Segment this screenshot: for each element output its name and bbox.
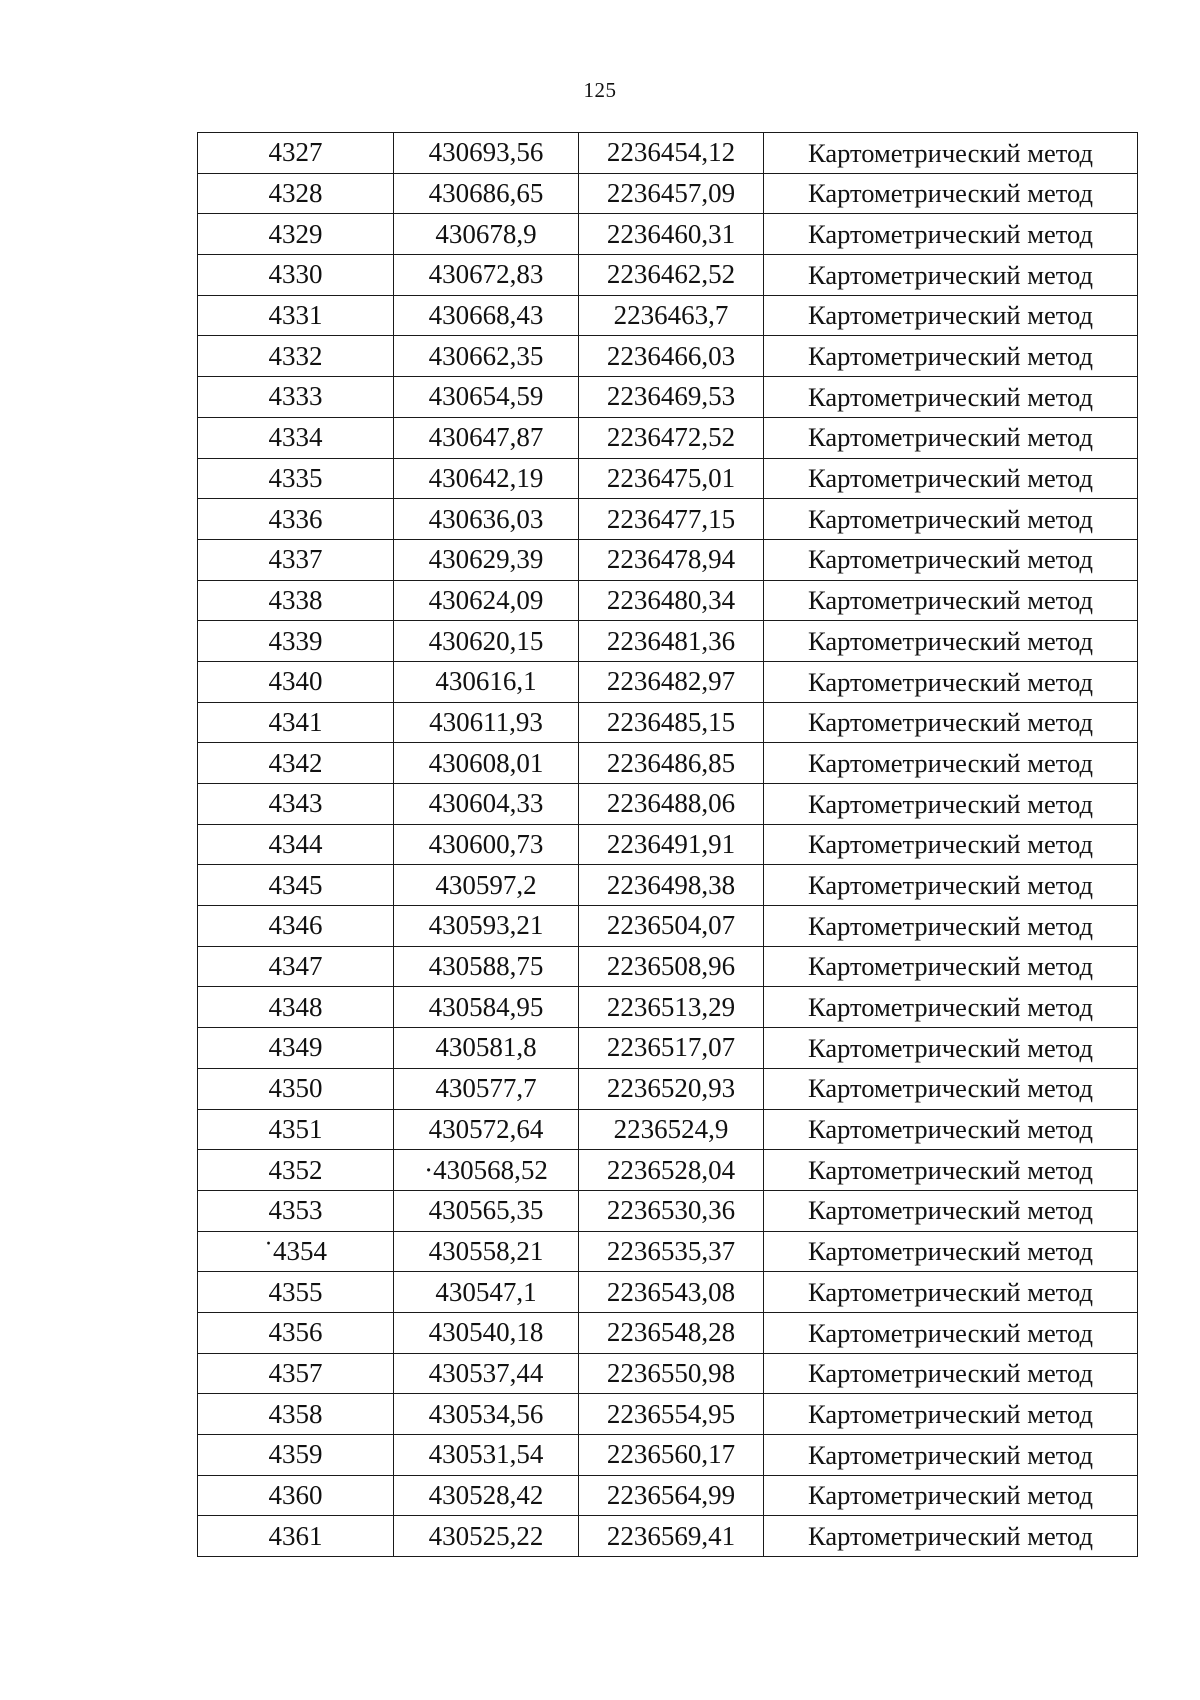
point-number-cell: 4332 <box>198 336 394 377</box>
point-number-cell: 4341 <box>198 702 394 743</box>
y-coordinate-cell: 2236548,28 <box>579 1312 764 1353</box>
table-row <box>198 499 1138 540</box>
point-number-cell: 4359 <box>198 1435 394 1476</box>
point-number-cell: 4348 <box>198 987 394 1028</box>
x-coordinate-cell: 430668,43 <box>394 295 579 336</box>
x-coordinate-cell: 430686,65 <box>394 173 579 214</box>
x-coordinate-cell: 430636,03 <box>394 499 579 540</box>
y-coordinate-cell: 2236457,09 <box>579 173 764 214</box>
table-row <box>198 824 1138 865</box>
table-row <box>198 133 1138 174</box>
x-coordinate-cell: 430600,73 <box>394 824 579 865</box>
y-coordinate-cell: 2236491,91 <box>579 824 764 865</box>
point-number-cell: 4351 <box>198 1109 394 1150</box>
table-row <box>198 702 1138 743</box>
point-number-cell: 4337 <box>198 539 394 580</box>
point-number-cell: 4339 <box>198 621 394 662</box>
x-coordinate-cell: 430624,09 <box>394 580 579 621</box>
y-coordinate-cell: 2236478,94 <box>579 539 764 580</box>
method-cell: Картометрический метод <box>764 1272 1138 1313</box>
x-coordinate-cell: 430678,9 <box>394 214 579 255</box>
table-row <box>198 743 1138 784</box>
point-number-cell: 4327 <box>198 133 394 174</box>
method-cell: Картометрический метод <box>764 1028 1138 1069</box>
point-number-cell: 4347 <box>198 946 394 987</box>
method-cell: Картометрический метод <box>764 946 1138 987</box>
y-coordinate-cell: 2236560,17 <box>579 1435 764 1476</box>
point-number-cell: 4334 <box>198 417 394 458</box>
method-cell: Картометрический метод <box>764 417 1138 458</box>
table-row <box>198 580 1138 621</box>
x-coordinate-cell: 430629,39 <box>394 539 579 580</box>
y-coordinate-cell: 2236460,31 <box>579 214 764 255</box>
page-number: 125 <box>583 78 617 102</box>
table-row <box>198 987 1138 1028</box>
method-cell: Картометрический метод <box>764 214 1138 255</box>
point-number-cell: ˙4354 <box>198 1231 394 1272</box>
x-coordinate-cell: 430593,21 <box>394 906 579 947</box>
method-cell: Картометрический метод <box>764 906 1138 947</box>
point-number-cell: 4361 <box>198 1516 394 1557</box>
x-coordinate-cell: 430588,75 <box>394 946 579 987</box>
method-cell: Картометрический метод <box>764 1516 1138 1557</box>
point-number-cell: 4345 <box>198 865 394 906</box>
y-coordinate-cell: 2236463,7 <box>579 295 764 336</box>
point-number-cell: 4357 <box>198 1353 394 1394</box>
table-row <box>198 1068 1138 1109</box>
y-coordinate-cell: 2236504,07 <box>579 906 764 947</box>
x-coordinate-cell: 430558,21 <box>394 1231 579 1272</box>
table-row <box>198 1475 1138 1516</box>
x-coordinate-cell: 430540,18 <box>394 1312 579 1353</box>
table-row <box>198 1150 1138 1191</box>
table-row <box>198 621 1138 662</box>
x-coordinate-cell: ·430568,52 <box>394 1150 579 1191</box>
x-coordinate-cell: 430662,35 <box>394 336 579 377</box>
y-coordinate-cell: 2236528,04 <box>579 1150 764 1191</box>
method-cell: Картометрический метод <box>764 458 1138 499</box>
table-row <box>198 1190 1138 1231</box>
y-coordinate-cell: 2236462,52 <box>579 255 764 296</box>
y-coordinate-cell: 2236508,96 <box>579 946 764 987</box>
table-row <box>198 1028 1138 1069</box>
method-cell: Картометрический метод <box>764 1109 1138 1150</box>
coordinates-table <box>197 132 1138 1557</box>
method-cell: Картометрический метод <box>764 865 1138 906</box>
y-coordinate-cell: 2236520,93 <box>579 1068 764 1109</box>
y-coordinate-cell: 2236543,08 <box>579 1272 764 1313</box>
coordinates-table-body <box>198 133 1138 1557</box>
y-coordinate-cell: 2236486,85 <box>579 743 764 784</box>
table-row <box>198 214 1138 255</box>
point-number-cell: 4344 <box>198 824 394 865</box>
table-row <box>198 865 1138 906</box>
method-cell: Картометрический метод <box>764 987 1138 1028</box>
table-row <box>198 255 1138 296</box>
point-number-cell: 4353 <box>198 1190 394 1231</box>
y-coordinate-cell: 2236513,29 <box>579 987 764 1028</box>
method-cell: Картометрический метод <box>764 1231 1138 1272</box>
method-cell: Картометрический метод <box>764 499 1138 540</box>
point-number-cell: 4360 <box>198 1475 394 1516</box>
y-coordinate-cell: 2236481,36 <box>579 621 764 662</box>
table-row <box>198 1272 1138 1313</box>
method-cell: Картометрический метод <box>764 580 1138 621</box>
x-coordinate-cell: 430604,33 <box>394 784 579 825</box>
point-number-cell: 4338 <box>198 580 394 621</box>
table-row <box>198 946 1138 987</box>
point-number-cell: 4329 <box>198 214 394 255</box>
x-coordinate-cell: 430693,56 <box>394 133 579 174</box>
method-cell: Картометрический метод <box>764 1394 1138 1435</box>
y-coordinate-cell: 2236472,52 <box>579 417 764 458</box>
point-number-cell: 4342 <box>198 743 394 784</box>
method-cell: Картометрический метод <box>764 661 1138 702</box>
point-number-cell: 4330 <box>198 255 394 296</box>
method-cell: Картометрический метод <box>764 824 1138 865</box>
y-coordinate-cell: 2236469,53 <box>579 377 764 418</box>
method-cell: Картометрический метод <box>764 377 1138 418</box>
point-number-cell: 4336 <box>198 499 394 540</box>
y-coordinate-cell: 2236564,99 <box>579 1475 764 1516</box>
method-cell: Картометрический метод <box>764 784 1138 825</box>
point-number-cell: 4333 <box>198 377 394 418</box>
method-cell: Картометрический метод <box>764 539 1138 580</box>
y-coordinate-cell: 2236480,34 <box>579 580 764 621</box>
point-number-cell: 4346 <box>198 906 394 947</box>
y-coordinate-cell: 2236554,95 <box>579 1394 764 1435</box>
y-coordinate-cell: 2236477,15 <box>579 499 764 540</box>
y-coordinate-cell: 2236550,98 <box>579 1353 764 1394</box>
y-coordinate-cell: 2236485,15 <box>579 702 764 743</box>
table-row <box>198 1109 1138 1150</box>
x-coordinate-cell: 430531,54 <box>394 1435 579 1476</box>
table-row <box>198 295 1138 336</box>
method-cell: Картометрический метод <box>764 1435 1138 1476</box>
y-coordinate-cell: 2236466,03 <box>579 336 764 377</box>
table-row <box>198 661 1138 702</box>
point-number-cell: 4358 <box>198 1394 394 1435</box>
x-coordinate-cell: 430577,7 <box>394 1068 579 1109</box>
x-coordinate-cell: 430642,19 <box>394 458 579 499</box>
point-number-cell: 4335 <box>198 458 394 499</box>
x-coordinate-cell: 430597,2 <box>394 865 579 906</box>
x-coordinate-cell: 430565,35 <box>394 1190 579 1231</box>
method-cell: Картометрический метод <box>764 1353 1138 1394</box>
table-row <box>198 1353 1138 1394</box>
x-coordinate-cell: 430611,93 <box>394 702 579 743</box>
x-coordinate-cell: 430534,56 <box>394 1394 579 1435</box>
method-cell: Картометрический метод <box>764 173 1138 214</box>
table-row <box>198 906 1138 947</box>
method-cell: Картометрический метод <box>764 1475 1138 1516</box>
point-number-cell: 4356 <box>198 1312 394 1353</box>
x-coordinate-cell: 430608,01 <box>394 743 579 784</box>
x-coordinate-cell: 430537,44 <box>394 1353 579 1394</box>
table-row <box>198 336 1138 377</box>
method-cell: Картометрический метод <box>764 1150 1138 1191</box>
y-coordinate-cell: 2236482,97 <box>579 661 764 702</box>
point-number-cell: 4352 <box>198 1150 394 1191</box>
table-row <box>198 1516 1138 1557</box>
method-cell: Картометрический метод <box>764 255 1138 296</box>
method-cell: Картометрический метод <box>764 295 1138 336</box>
method-cell: Картометрический метод <box>764 1068 1138 1109</box>
x-coordinate-cell: 430528,42 <box>394 1475 579 1516</box>
table-row <box>198 1312 1138 1353</box>
y-coordinate-cell: 2236475,01 <box>579 458 764 499</box>
x-coordinate-cell: 430616,1 <box>394 661 579 702</box>
point-number-cell: 4349 <box>198 1028 394 1069</box>
y-coordinate-cell: 2236524,9 <box>579 1109 764 1150</box>
x-coordinate-cell: 430547,1 <box>394 1272 579 1313</box>
point-number-cell: 4350 <box>198 1068 394 1109</box>
y-coordinate-cell: 2236530,36 <box>579 1190 764 1231</box>
point-number-cell: 4331 <box>198 295 394 336</box>
table-row <box>198 377 1138 418</box>
y-coordinate-cell: 2236569,41 <box>579 1516 764 1557</box>
x-coordinate-cell: 430584,95 <box>394 987 579 1028</box>
method-cell: Картометрический метод <box>764 1312 1138 1353</box>
x-coordinate-cell: 430672,83 <box>394 255 579 296</box>
table-row <box>198 173 1138 214</box>
method-cell: Картометрический метод <box>764 1190 1138 1231</box>
table-row <box>198 539 1138 580</box>
y-coordinate-cell: 2236498,38 <box>579 865 764 906</box>
y-coordinate-cell: 2236535,37 <box>579 1231 764 1272</box>
method-cell: Картометрический метод <box>764 702 1138 743</box>
table-row <box>198 417 1138 458</box>
table-row <box>198 1231 1138 1272</box>
point-number-cell: 4328 <box>198 173 394 214</box>
y-coordinate-cell: 2236454,12 <box>579 133 764 174</box>
point-number-cell: 4343 <box>198 784 394 825</box>
table-row <box>198 1435 1138 1476</box>
x-coordinate-cell: 430654,59 <box>394 377 579 418</box>
method-cell: Картометрический метод <box>764 133 1138 174</box>
method-cell: Картометрический метод <box>764 743 1138 784</box>
x-coordinate-cell: 430525,22 <box>394 1516 579 1557</box>
method-cell: Картометрический метод <box>764 336 1138 377</box>
x-coordinate-cell: 430572,64 <box>394 1109 579 1150</box>
method-cell: Картометрический метод <box>764 621 1138 662</box>
x-coordinate-cell: 430620,15 <box>394 621 579 662</box>
point-number-cell: 4340 <box>198 661 394 702</box>
x-coordinate-cell: 430581,8 <box>394 1028 579 1069</box>
table-row <box>198 1394 1138 1435</box>
table-row <box>198 784 1138 825</box>
x-coordinate-cell: 430647,87 <box>394 417 579 458</box>
y-coordinate-cell: 2236488,06 <box>579 784 764 825</box>
y-coordinate-cell: 2236517,07 <box>579 1028 764 1069</box>
table-row <box>198 458 1138 499</box>
point-number-cell: 4355 <box>198 1272 394 1313</box>
